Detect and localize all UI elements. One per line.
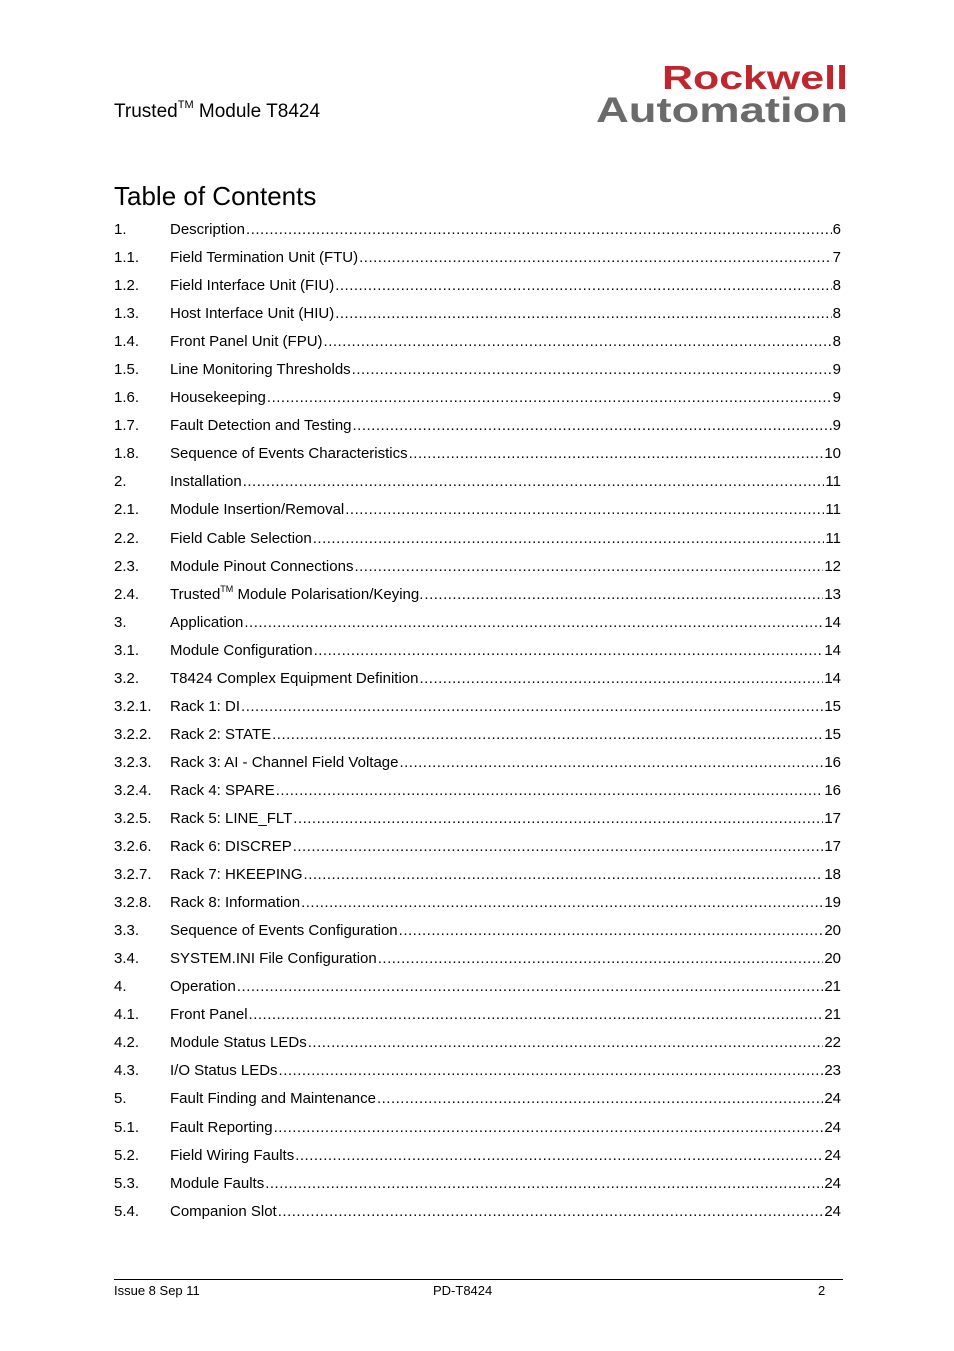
toc-entry-title-text: Rack 7: HKEEPING — [170, 866, 303, 884]
toc-entry-page: 24 — [824, 1146, 841, 1164]
toc-entry-title-text: Operation — [170, 978, 236, 996]
toc-entry-title — [170, 300, 334, 328]
toc-entry-title-text: Module Status LEDs — [170, 1034, 307, 1052]
rockwell-automation-logo — [596, 62, 850, 124]
toc-entry-title-text: Field Interface Unit (FIU) — [170, 277, 335, 295]
toc-entry-title-text: Rack 8: Information — [170, 894, 301, 912]
toc-entry-number: 3.2.8. — [114, 894, 152, 912]
toc-entry-page: 15 — [824, 697, 841, 715]
toc-dot-leader — [345, 496, 824, 524]
toc-dot-leader — [279, 1057, 824, 1085]
toc-dot-leader — [308, 1029, 824, 1057]
toc-entry-number: 2.1. — [114, 501, 140, 519]
toc-entry-title — [170, 1170, 264, 1198]
toc-entry-number: 5.4. — [114, 1202, 140, 1220]
toc-entry-number: 5. — [114, 1090, 127, 1108]
toc-entry-title — [170, 1085, 376, 1113]
toc-entry-title — [170, 384, 266, 412]
toc-dot-leader — [293, 805, 823, 833]
toc-entry-title-text: Sequence of Events Characteristics — [170, 445, 408, 463]
toc-entry-title-text: Installation — [170, 473, 242, 491]
toc-entry-number: 3.2.4. — [114, 781, 152, 799]
toc-entry-page: 9 — [832, 389, 841, 407]
toc-entry-body — [170, 917, 841, 945]
trademark-mark: TM — [220, 583, 234, 594]
toc-dot-leader — [241, 693, 823, 721]
toc-entry-body — [170, 412, 841, 440]
toc-entry-title — [170, 665, 418, 693]
toc-dot-leader — [265, 1170, 823, 1198]
toc-entry-body — [170, 945, 841, 973]
toc-entry-number: 3.2.1. — [114, 697, 152, 715]
toc-entry-page: 17 — [824, 838, 841, 856]
table-of-contents — [114, 216, 841, 1226]
toc-entry-page: 9 — [832, 417, 841, 435]
title-suffix: Module T8424 — [193, 101, 321, 122]
footer-divider — [114, 1279, 843, 1280]
toc-dot-leader — [335, 272, 831, 300]
toc-entry-page: 8 — [832, 333, 841, 351]
footer-doc-id: PD-T8424 — [433, 1283, 493, 1298]
toc-entry-title — [170, 328, 323, 356]
toc-entry[interactable] — [114, 917, 841, 945]
toc-entry-body — [170, 1057, 841, 1085]
toc-entry-page: 24 — [824, 1202, 841, 1220]
toc-dot-leader — [352, 356, 832, 384]
trademark-mark: TM — [177, 99, 194, 111]
toc-entry-title — [170, 805, 292, 833]
toc-entry-title — [170, 412, 352, 440]
toc-entry-page: 9 — [832, 361, 841, 379]
toc-entry[interactable] — [114, 861, 841, 889]
toc-entry-number: 4.3. — [114, 1062, 140, 1080]
toc-entry-title — [170, 1114, 273, 1142]
toc-entry[interactable] — [114, 749, 841, 777]
toc-entry-number: 1.5. — [114, 361, 140, 379]
toc-entry[interactable] — [114, 272, 841, 300]
toc-dot-leader — [409, 440, 824, 468]
toc-entry-title-text: I/O Status LEDs — [170, 1062, 278, 1080]
toc-dot-leader — [295, 1142, 823, 1170]
toc-entry[interactable] — [114, 637, 841, 665]
toc-entry-title-text: SYSTEM.INI File Configuration — [170, 950, 377, 968]
toc-entry-body — [170, 777, 841, 805]
toc-entry-page: 8 — [832, 277, 841, 295]
toc-entry-title — [170, 581, 423, 609]
toc-entry-body — [170, 637, 841, 665]
toc-entry-body — [170, 272, 841, 300]
toc-entry-page: 20 — [824, 922, 841, 940]
toc-entry-body — [170, 861, 841, 889]
toc-entry[interactable] — [114, 440, 841, 468]
toc-entry-number: 1.6. — [114, 389, 140, 407]
document-title — [114, 100, 320, 124]
toc-dot-leader — [419, 665, 823, 693]
toc-entry-title-text: Front Panel Unit (FPU) — [170, 333, 323, 351]
toc-entry[interactable] — [114, 1198, 841, 1226]
toc-entry-body — [170, 440, 841, 468]
toc-entry-body — [170, 833, 841, 861]
toc-entry-page: 23 — [824, 1062, 841, 1080]
toc-entry-page: 16 — [824, 753, 841, 771]
toc-dot-leader — [276, 777, 824, 805]
toc-entry-body — [170, 525, 841, 553]
toc-entry-title — [170, 216, 245, 244]
toc-entry-title — [170, 945, 377, 973]
toc-entry-title-text: Rack 2: STATE — [170, 725, 272, 743]
toc-entry-body — [170, 553, 841, 581]
toc-entry-page: 11 — [825, 501, 841, 519]
toc-entry-page: 8 — [832, 305, 841, 323]
toc-entry-title — [170, 973, 236, 1001]
toc-entry[interactable] — [114, 581, 841, 609]
toc-entry-page: 7 — [832, 249, 841, 267]
toc-entry[interactable] — [114, 609, 841, 637]
toc-entry[interactable] — [114, 496, 841, 524]
toc-entry-title — [170, 833, 292, 861]
toc-entry-body — [170, 1170, 841, 1198]
toc-entry[interactable] — [114, 525, 841, 553]
toc-entry[interactable] — [114, 328, 841, 356]
toc-entry-page: 18 — [824, 866, 841, 884]
toc-entry-page: 13 — [824, 585, 841, 603]
toc-entry-title-text: Rack 3: AI - Channel Field Voltage — [170, 753, 399, 771]
toc-entry-number: 1.2. — [114, 277, 140, 295]
toc-entry[interactable] — [114, 300, 841, 328]
toc-entry-number: 3.2. — [114, 669, 140, 687]
toc-entry-title-text: Fault Finding and Maintenance — [170, 1090, 376, 1108]
toc-entry-number: 2. — [114, 473, 127, 491]
toc-heading: Table of Contents — [114, 181, 317, 211]
toc-entry-title-text: Module Insertion/Removal — [170, 501, 345, 519]
toc-entry-page: 24 — [824, 1090, 841, 1108]
toc-entry-title — [170, 553, 353, 581]
toc-entry-page: 22 — [824, 1034, 841, 1052]
toc-entry-title-text: Line Monitoring Thresholds — [170, 361, 351, 379]
toc-dot-leader — [359, 244, 832, 272]
toc-entry-body — [170, 468, 841, 496]
toc-entry-title-text: Rack 1: DI — [170, 697, 241, 715]
footer-page-number: 2 — [818, 1283, 826, 1298]
toc-dot-leader — [377, 1085, 823, 1113]
logo-rockwell-text: Rockwell — [662, 62, 848, 96]
logo-automation-text: Automation — [596, 91, 848, 124]
toc-dot-leader — [399, 749, 823, 777]
toc-entry-page: 6 — [832, 221, 841, 238]
toc-entry-number: 1.1. — [114, 249, 140, 267]
toc-entry-page: 11 — [825, 529, 841, 547]
toc-entry[interactable] — [114, 665, 841, 693]
toc-entry-title — [170, 861, 303, 889]
toc-dot-leader — [378, 945, 824, 973]
toc-entry-title-text: Front Panel — [170, 1006, 248, 1024]
toc-entry-number: 3.4. — [114, 950, 140, 968]
toc-dot-leader — [353, 412, 832, 440]
toc-entry-title-text: Fault Reporting — [170, 1118, 273, 1136]
toc-entry-number: 1.7. — [114, 417, 140, 435]
toc-entry-body — [170, 356, 841, 384]
toc-entry-title — [170, 440, 408, 468]
toc-dot-leader — [246, 216, 832, 244]
toc-entry[interactable] — [114, 1170, 841, 1198]
toc-dot-leader — [424, 581, 823, 609]
toc-entry-title — [170, 609, 243, 637]
toc-dot-leader — [243, 468, 825, 496]
toc-entry-number: 2.2. — [114, 529, 140, 547]
toc-entry-body — [170, 1114, 841, 1142]
toc-entry-title-text: Module Configuration — [170, 641, 313, 659]
toc-entry[interactable] — [114, 1057, 841, 1085]
toc-entry-title-text: Fault Detection and Testing — [170, 417, 352, 435]
toc-entry-body — [170, 216, 841, 244]
toc-entry[interactable] — [114, 805, 841, 833]
toc-entry-body — [170, 1142, 841, 1170]
toc-entry-page: 19 — [824, 894, 841, 912]
toc-entry-number: 3.2.5. — [114, 809, 152, 827]
toc-dot-leader — [237, 973, 823, 1001]
toc-entry-title-text: Rack 6: DISCREP — [170, 838, 292, 856]
toc-entry-title — [170, 356, 351, 384]
toc-entry-page: 14 — [824, 641, 841, 659]
footer-issue: Issue 8 Sep 11 — [114, 1283, 200, 1298]
toc-entry-title — [170, 721, 271, 749]
toc-dot-leader — [272, 721, 823, 749]
toc-entry[interactable] — [114, 1029, 841, 1057]
toc-entry[interactable] — [114, 973, 841, 1001]
toc-dot-leader — [274, 1114, 824, 1142]
toc-entry-number: 4.2. — [114, 1034, 140, 1052]
toc-entry-body — [170, 609, 841, 637]
toc-entry-title — [170, 244, 358, 272]
toc-entry-title — [170, 1142, 294, 1170]
toc-entry-number: 3.2.6. — [114, 838, 152, 856]
toc-entry-number: 5.3. — [114, 1174, 140, 1192]
toc-entry[interactable] — [114, 1085, 841, 1113]
toc-entry-page: 16 — [824, 781, 841, 799]
toc-entry-number: 5.2. — [114, 1146, 140, 1164]
toc-entry-number: 2.3. — [114, 557, 140, 575]
toc-entry-title-text: Rack 4: SPARE — [170, 781, 275, 799]
toc-entry-title-text: Module Pinout Connections — [170, 557, 354, 575]
toc-entry-page: 21 — [824, 978, 841, 996]
toc-entry-number: 2.4. — [114, 585, 140, 603]
toc-entry[interactable] — [114, 412, 841, 440]
toc-dot-leader — [278, 1198, 824, 1226]
toc-entry-title — [170, 637, 313, 665]
toc-entry-title — [170, 749, 398, 777]
toc-entry[interactable] — [114, 216, 841, 244]
toc-entry[interactable] — [114, 356, 841, 384]
toc-entry-page: 24 — [824, 1174, 841, 1192]
toc-entry-page: 14 — [824, 613, 841, 631]
toc-entry-body — [170, 1198, 841, 1226]
toc-entry[interactable] — [114, 553, 841, 581]
toc-entry-page: 10 — [824, 445, 841, 463]
toc-dot-leader — [304, 861, 824, 889]
toc-entry-title-text: Trusted — [170, 585, 221, 603]
toc-entry[interactable] — [114, 384, 841, 412]
toc-entry-title-text: Host Interface Unit (HIU) — [170, 305, 335, 323]
toc-entry-title-text: Field Cable Selection — [170, 529, 312, 547]
toc-entry-body — [170, 496, 841, 524]
toc-entry-number: 1.3. — [114, 305, 140, 323]
title-prefix: Trusted — [114, 101, 178, 122]
toc-entry-body — [170, 889, 841, 917]
toc-entry-number: 3.3. — [114, 922, 140, 940]
toc-dot-leader — [293, 833, 824, 861]
toc-entry-number: 3.2.7. — [114, 866, 152, 884]
toc-entry-body — [170, 581, 841, 609]
toc-entry-body — [170, 328, 841, 356]
toc-entry-title — [170, 917, 398, 945]
toc-entry-body — [170, 749, 841, 777]
toc-entry-page: 20 — [824, 950, 841, 968]
toc-entry-title — [170, 1001, 248, 1029]
toc-entry-number: 3.2.3. — [114, 753, 152, 771]
toc-entry-number: 1. — [114, 221, 127, 238]
toc-entry-title-suffix: Module Polarisation/Keying. — [233, 585, 424, 603]
toc-entry-page: 12 — [824, 557, 841, 575]
toc-entry[interactable] — [114, 1001, 841, 1029]
toc-entry-body — [170, 1029, 841, 1057]
toc-entry-title — [170, 1057, 278, 1085]
toc-entry[interactable] — [114, 693, 841, 721]
toc-dot-leader — [314, 637, 824, 665]
toc-entry-body — [170, 300, 841, 328]
toc-entry[interactable] — [114, 833, 841, 861]
toc-entry[interactable] — [114, 1114, 841, 1142]
toc-entry[interactable] — [114, 1142, 841, 1170]
toc-entry[interactable] — [114, 721, 841, 749]
toc-entry-title-text: Companion Slot — [170, 1202, 277, 1220]
toc-dot-leader — [335, 300, 831, 328]
toc-entry-title — [170, 525, 312, 553]
toc-entry-title-text: Field Wiring Faults — [170, 1146, 295, 1164]
toc-entry-body — [170, 384, 841, 412]
toc-entry-body — [170, 1085, 841, 1113]
toc-entry-page: 11 — [825, 473, 841, 491]
toc-entry[interactable] — [114, 244, 841, 272]
toc-entry-title-text: Rack 5: LINE_FLT — [170, 809, 293, 827]
toc-dot-leader — [354, 553, 823, 581]
toc-entry-title — [170, 1029, 307, 1057]
toc-entry-title-text: Sequence of Events Configuration — [170, 922, 398, 940]
toc-entry-number: 3.2.2. — [114, 725, 152, 743]
toc-entry[interactable] — [114, 889, 841, 917]
toc-entry-number: 5.1. — [114, 1118, 140, 1136]
toc-entry-title — [170, 1198, 277, 1226]
toc-entry-title — [170, 468, 242, 496]
toc-dot-leader — [267, 384, 832, 412]
toc-entry-title-text: Field Termination Unit (FTU) — [170, 249, 359, 267]
toc-entry-title — [170, 272, 334, 300]
toc-entry-title — [170, 889, 300, 917]
toc-entry-page: 17 — [824, 809, 841, 827]
toc-entry-page: 14 — [824, 669, 841, 687]
toc-entry-title-text: Description — [170, 221, 246, 238]
toc-dot-leader — [301, 889, 823, 917]
toc-entry-body — [170, 665, 841, 693]
toc-entry[interactable] — [114, 777, 841, 805]
toc-entry-number: 4.1. — [114, 1006, 140, 1024]
toc-entry-title — [170, 777, 275, 805]
toc-entry-body — [170, 973, 841, 1001]
toc-dot-leader — [249, 1001, 824, 1029]
toc-entry-title — [170, 496, 344, 524]
toc-entry-body — [170, 721, 841, 749]
toc-entry-number: 1.4. — [114, 333, 140, 351]
toc-entry-title-text: Module Faults — [170, 1174, 265, 1192]
toc-entry-title-text: Application — [170, 613, 244, 631]
toc-entry-page: 15 — [824, 725, 841, 743]
toc-entry-body — [170, 244, 841, 272]
toc-entry-title-text: T8424 Complex Equipment Definition — [170, 669, 419, 687]
toc-entry-number: 3. — [114, 613, 127, 631]
toc-dot-leader — [399, 917, 824, 945]
toc-entry[interactable] — [114, 945, 841, 973]
toc-entry-body — [170, 805, 841, 833]
toc-entry-page: 24 — [824, 1118, 841, 1136]
toc-dot-leader — [324, 328, 832, 356]
toc-entry-number: 3.1. — [114, 641, 140, 659]
toc-entry-page: 21 — [824, 1006, 841, 1024]
toc-entry-number: 4. — [114, 978, 127, 996]
toc-entry-body — [170, 693, 841, 721]
toc-dot-leader — [313, 525, 825, 553]
toc-dot-leader — [244, 609, 823, 637]
toc-entry-title-text: Housekeeping — [170, 389, 266, 407]
toc-entry-body — [170, 1001, 841, 1029]
toc-entry-number: 1.8. — [114, 445, 140, 463]
toc-entry[interactable] — [114, 468, 841, 496]
toc-entry-title — [170, 693, 240, 721]
